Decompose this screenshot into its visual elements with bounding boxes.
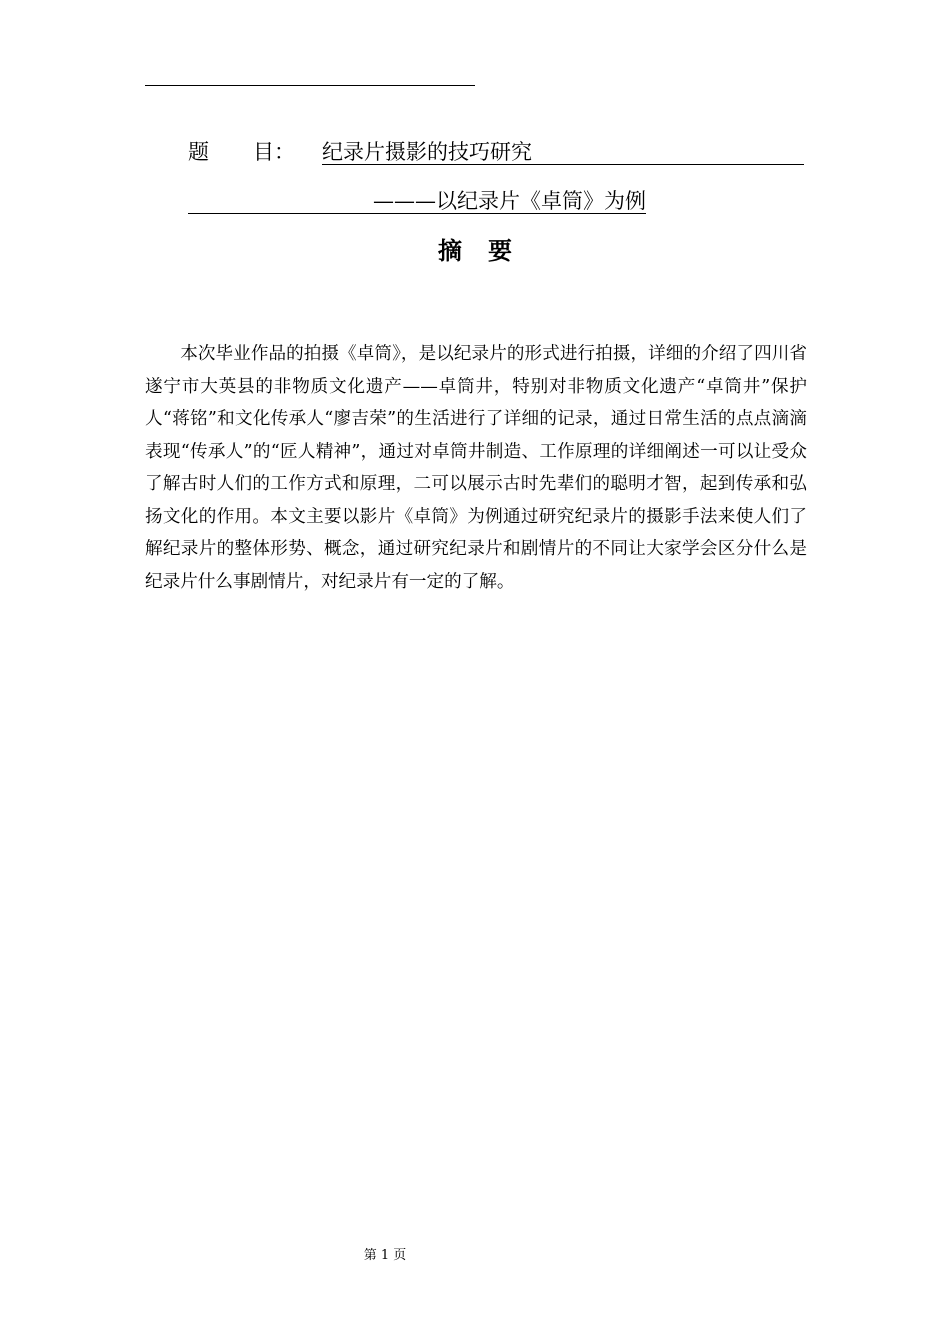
title-label bbox=[188, 136, 295, 168]
title-label-char-1: 题 bbox=[188, 140, 209, 164]
header-rule bbox=[145, 85, 475, 86]
title-label-char-2: 目： bbox=[253, 140, 295, 164]
title-row bbox=[188, 136, 804, 168]
page-number: 第 1 页 bbox=[363, 1248, 407, 1263]
thesis-title: 纪录片摄影的技巧研究 bbox=[322, 136, 804, 165]
abstract-heading: 摘要 bbox=[438, 237, 538, 265]
abstract-body: 本次毕业作品的拍摄《卓筒》，是以纪录片的形式进行拍摄，详细的介绍了四川省遂宁市大英县的非物质文化遗产——卓筒井，特别对非物质文化遗产“卓筒井”保护人“蒋铭”和文化传承人“廖吉荣”的生活进行了详细的记录，通过日常生活的点点滴滴表现“传承人”的“匠人精神”，通过对卓筒井制造、工作原理的详细阐述一可以让受众了解古时人们的工作方式和原理，二可以展示古时先辈们的聪明才智，起到传承和弘扬文化的作用。本文主要以影片《卓筒》为例通过研究纪录片的摄影手法来使人们了解纪录片的整体形势、概念，通过研究纪录片和剧情片的不同让大家学会区分什么是纪录片什么事剧情片，对纪录片有一定的了解。 bbox=[145, 344, 807, 592]
thesis-subtitle: ———以纪录片《卓筒》为例 bbox=[188, 185, 646, 214]
